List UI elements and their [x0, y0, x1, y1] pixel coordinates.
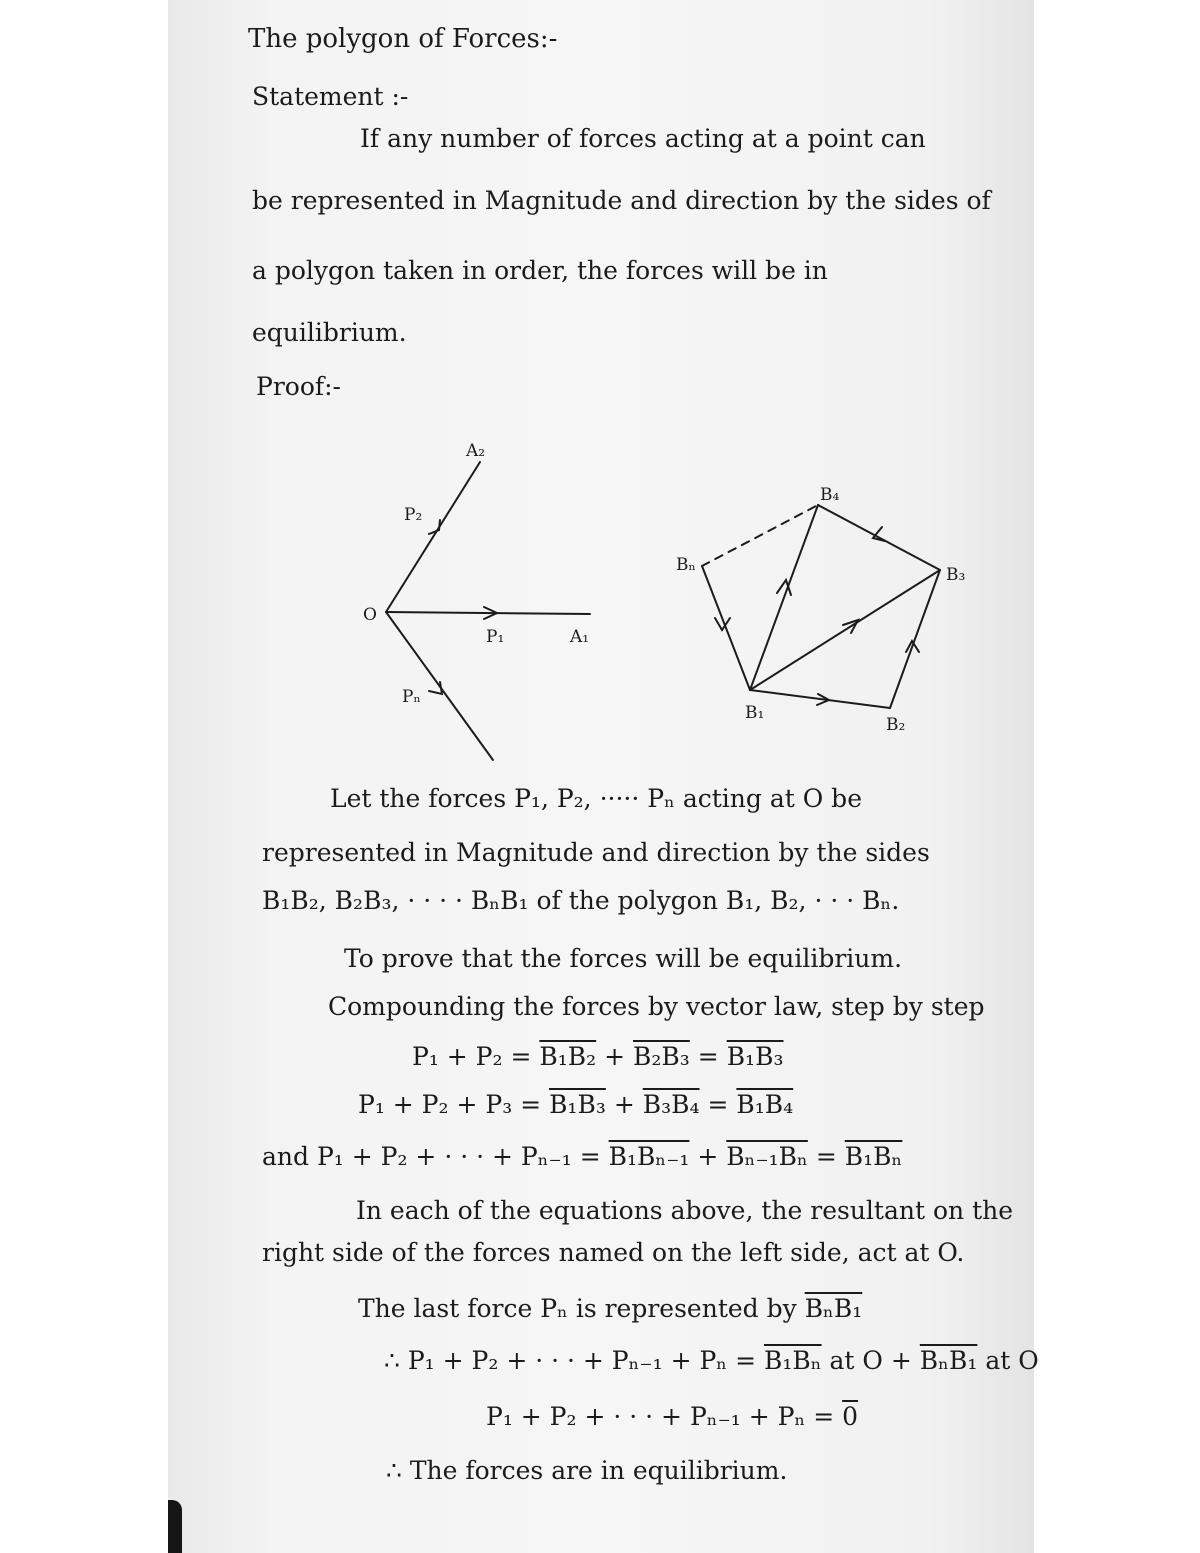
conclusion-line-3-text: The last force Pₙ is represented by — [358, 1294, 797, 1323]
proof-heading: Proof:- — [256, 372, 341, 401]
statement-line-3: a polygon taken in order, the forces will be in — [252, 256, 828, 285]
side-b3b4 — [818, 505, 940, 570]
eq1-plus: + — [604, 1042, 626, 1071]
label-b2: B₂ — [886, 715, 906, 735]
conclusion-line-3 — [358, 1294, 862, 1324]
body-line-2: represented in Magnitude and direction by the sides — [262, 838, 930, 867]
eq2-result: B₁B₄ — [736, 1090, 794, 1119]
body-line-3: B₁B₂, B₂B₃, · · · · BₙB₁ of the polygon B₁, B₂, · · · Bₙ. — [262, 886, 900, 915]
eq3-equals: = — [815, 1142, 837, 1171]
zero-vector: 0 — [842, 1402, 859, 1431]
eq3-lhs: and P₁ + P₂ + · · · + Pₙ₋₁ = — [262, 1142, 601, 1171]
label-pn: Pₙ — [402, 687, 421, 707]
eq2-equals: = — [707, 1090, 729, 1119]
eq2-plus: + — [613, 1090, 635, 1119]
eq1-result: B₁B₃ — [726, 1042, 784, 1071]
conclusion-line-5-lhs: P₁ + P₂ + · · · + Pₙ₋₁ + Pₙ = — [486, 1402, 835, 1431]
equation-2 — [358, 1090, 793, 1120]
conclusion-line-4-end: at O — [985, 1346, 1039, 1375]
conclusion-line-4-mid: at O + — [829, 1346, 912, 1375]
equation-1 — [412, 1042, 783, 1072]
label-a1: A₁ — [570, 627, 590, 647]
eq3-plus: + — [697, 1142, 719, 1171]
label-bn: Bₙ — [676, 555, 696, 575]
conclusion-line-6: ∴ The forces are in equilibrium. — [386, 1456, 788, 1485]
force-p1-line — [386, 612, 590, 614]
label-a2: A₂ — [466, 441, 486, 461]
eq3-vector-1: B₁Bₙ₋₁ — [608, 1142, 690, 1171]
conclusion-line-2: right side of the forces named on the left side, act at O. — [262, 1238, 965, 1267]
page-title: The polygon of Forces:- — [248, 24, 558, 54]
force-pn-line — [386, 612, 493, 760]
force-pn-arrow — [429, 682, 442, 694]
label-b3: B₃ — [946, 565, 966, 585]
conclusion-line-4-vector-2: BₙB₁ — [919, 1346, 978, 1375]
polygon-figure — [702, 505, 940, 708]
eq1-vector-2: B₂B₃ — [633, 1042, 690, 1071]
body-line-4: To prove that the forces will be equilibrium. — [344, 944, 903, 973]
eq2-vector-2: B₃B₄ — [642, 1090, 700, 1119]
conclusion-line-5 — [486, 1402, 858, 1432]
label-p2: P₂ — [404, 505, 423, 525]
eq2-vector-1: B₁B₃ — [549, 1090, 606, 1119]
conclusion-line-4-lhs: ∴ P₁ + P₂ + · · · + Pₙ₋₁ + Pₙ = — [384, 1346, 757, 1375]
eq1-vector-1: B₁B₂ — [539, 1042, 597, 1071]
eq1-lhs: P₁ + P₂ = — [412, 1042, 532, 1071]
conclusion-line-4 — [384, 1346, 1039, 1376]
side-b2b3 — [890, 570, 940, 708]
force-p2-arrow — [429, 520, 440, 534]
body-line-1: Let the forces P₁, P₂, ····· Pₙ acting at O be — [330, 784, 862, 813]
label-origin: O — [363, 605, 377, 625]
statement-heading: Statement :- — [252, 82, 409, 111]
eq1-equals: = — [697, 1042, 719, 1071]
diagonal-b1b4 — [750, 505, 818, 690]
diagonal-b1b3 — [750, 570, 940, 690]
statement-line-2: be represented in Magnitude and direction by the sides of — [252, 186, 991, 215]
statement-line-4: equilibrium. — [252, 318, 407, 347]
conclusion-line-4-vector-1: B₁Bₙ — [763, 1346, 822, 1375]
label-b1: B₁ — [745, 703, 765, 723]
eq3-vector-2: Bₙ₋₁Bₙ — [726, 1142, 808, 1171]
equation-3 — [262, 1142, 902, 1172]
label-b4: B₄ — [820, 485, 840, 505]
force-p2-line — [386, 462, 480, 612]
body-line-5: Compounding the forces by vector law, step by step — [328, 992, 985, 1021]
statement-line-1: If any number of forces acting at a point can — [360, 124, 926, 153]
side-b1b2 — [750, 690, 890, 708]
eq3-result: B₁Bₙ — [844, 1142, 903, 1171]
conclusion-line-3-vector: BₙB₁ — [804, 1294, 863, 1323]
label-p1: P₁ — [486, 627, 505, 647]
conclusion-line-1: In each of the equations above, the resultant on the — [356, 1196, 1014, 1225]
eq2-lhs: P₁ + P₂ + P₃ = — [358, 1090, 542, 1119]
side-bnb1 — [702, 566, 750, 690]
side-b4bn-dashed — [702, 505, 818, 566]
